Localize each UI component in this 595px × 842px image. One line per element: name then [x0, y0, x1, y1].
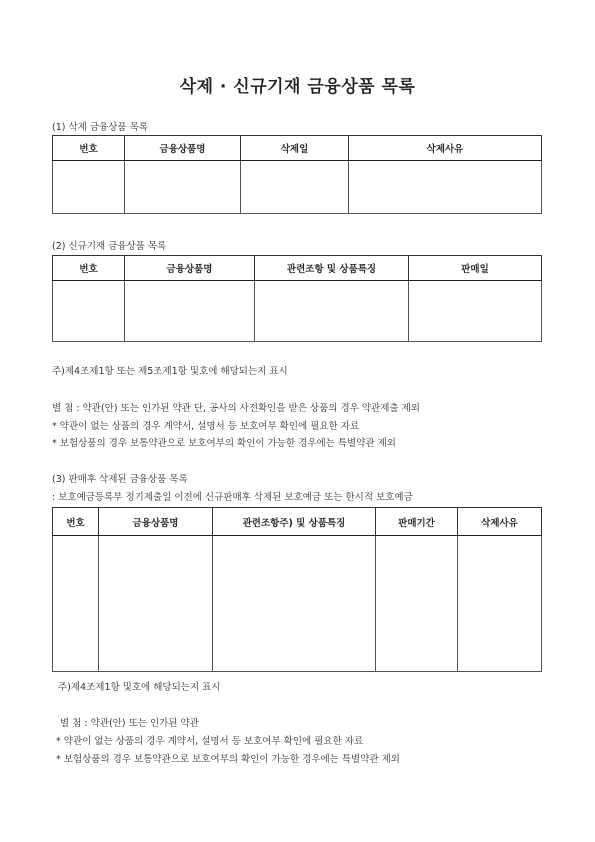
- col-header-clause-features: 관련조항 및 상품특징: [255, 256, 409, 281]
- table-cell[interactable]: [409, 281, 542, 342]
- footnote-2: 주)제4조제1항 및호에 해당되는지 표시: [58, 682, 221, 693]
- new-products-table: [52, 255, 542, 342]
- sold-deleted-products-table: [52, 507, 542, 672]
- col-header-number: 번호: [53, 136, 125, 161]
- section3-label: (3) 판매후 삭제된 금융상품 목록: [52, 474, 188, 485]
- table-cell[interactable]: [458, 536, 542, 672]
- col-header-delete-reason: 삭제사유: [458, 508, 542, 536]
- col-header-delete-reason: 삭제사유: [349, 136, 542, 161]
- document-title: 삭제 · 신규기재 금융상품 목록: [179, 77, 416, 97]
- table-cell[interactable]: [255, 281, 409, 342]
- table-cell[interactable]: [125, 281, 255, 342]
- section1-label: (1) 삭제 금융상품 목록: [52, 122, 148, 133]
- bullet-note-2b: * 보험상품의 경우 보통약관으로 보호여부의 확인이 가능한 경우에는 특별약관 제외: [56, 754, 400, 765]
- attachment-note-1: 별 첨 : 약관(안) 또는 인가된 약관 단, 공사의 사전확인을 받은 상품의 경우 약관제출 제외: [52, 403, 420, 414]
- table-row: [53, 281, 542, 342]
- section2-label: (2) 신규기재 금융상품 목록: [52, 241, 167, 252]
- table-cell[interactable]: [53, 281, 125, 342]
- col-header-delete-date: 삭제일: [241, 136, 349, 161]
- table-row: [53, 536, 542, 672]
- table-cell[interactable]: [349, 161, 542, 214]
- table-header-row: [53, 136, 542, 161]
- table-cell[interactable]: [99, 536, 213, 672]
- table-header-row: [53, 256, 542, 281]
- table-cell[interactable]: [125, 161, 241, 214]
- table-cell[interactable]: [213, 536, 376, 672]
- table-cell[interactable]: [241, 161, 349, 214]
- footnote-1: 주)제4조제1항 또는 제5조제1항 및호에 해당되는지 표시: [52, 366, 288, 377]
- col-header-product-name: 금융상품명: [125, 256, 255, 281]
- table-header-row: [53, 508, 542, 536]
- table-cell[interactable]: [53, 536, 99, 672]
- col-header-clause-features: 관련조항주) 및 상품특징: [213, 508, 376, 536]
- col-header-number: 번호: [53, 256, 125, 281]
- table-cell[interactable]: [376, 536, 458, 672]
- col-header-product-name: 금융상품명: [125, 136, 241, 161]
- deleted-products-table: [52, 135, 542, 214]
- col-header-product-name: 금융상품명: [99, 508, 213, 536]
- bullet-note-2a: * 약관이 없는 상품의 경우 계약서, 설명서 등 보호여부 확인에 필요한 자료: [56, 736, 364, 747]
- table-cell[interactable]: [53, 161, 125, 214]
- section3-sublabel: : 보호예금등록부 정기제출일 이전에 신규판매후 삭제된 보호예금 또는 한시적 보호예금: [52, 492, 413, 503]
- table-row: [53, 161, 542, 214]
- col-header-sale-period: 판매기간: [376, 508, 458, 536]
- bullet-note-1b: * 보험상품의 경우 보통약관으로 보호여부의 확인이 가능한 경우에는 특별약관 제외: [52, 438, 396, 449]
- attachment-note-2: 별 첨 : 약관(안) 또는 인가된 약관: [60, 718, 199, 729]
- col-header-sale-date: 판매일: [409, 256, 542, 281]
- bullet-note-1a: * 약관이 없는 상품의 경우 계약서, 설명서 등 보호여부 확인에 필요한 자료: [52, 421, 360, 432]
- col-header-number: 번호: [53, 508, 99, 536]
